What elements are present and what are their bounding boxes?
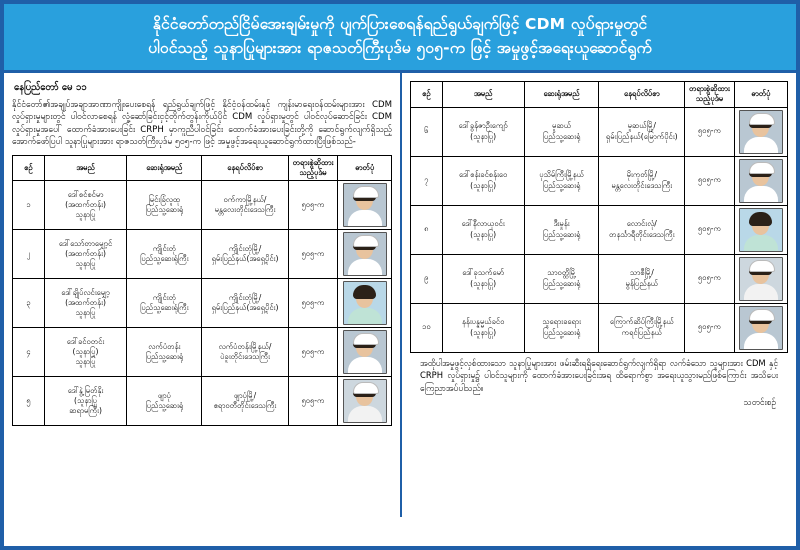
row-law: ၅၀၅-က [685,303,735,352]
row-address: ဝက်ကာမြို့နယ်/ မန္တလေးတိုင်းဒေသကြီး [202,181,288,230]
row-name: ဒေါ်ချိုပ်လင်းမျှော့ (အထက်တန်း) သူနာပြု [44,279,126,328]
row-address: လက်ပံတန်းမြို့နယ်/ ပဲခူးတိုင်းဒေသကြီး [202,328,288,377]
row-photo [338,230,392,279]
portrait-image [343,183,387,227]
row-hospital: ဒီးမှုန်း ပြည်သူ့ဆေးရုံ [524,205,599,254]
th-law: တရားစွဲဆိုထား သည့်ပုဒ်မ [288,155,338,181]
portrait-image [739,208,783,252]
row-law: ၅၀၅-က [685,156,735,205]
row-photo [338,328,392,377]
headline-line-1: နိုင်ငံတော်တည်ငြိမ်အေးချမ်းမှုကို ပျက်ပြားစေရန်ရည်ရွယ်ချက်ဖြင့် CDM လှုပ်ရှားမှုတွင် [152,15,648,33]
row-name: နန်းပန္နမ္မယ်ခင်ဝ (သူနာပြု) [442,303,524,352]
row-no: ၁၀ [411,303,443,352]
row-hospital: ပုသိမ်ကြီးမြို့နယ် ပြည်သူ့ဆေးရုံ [524,156,599,205]
headline-line-2: ပါဝင်သည့် သူနာပြုများအား ရာဇသတ်ကြီးပုဒ်မ ၅၀၅-က ဖြင့် အမှုဖွင့်အရေးယူဆောင်ရွက် [148,39,652,58]
th-no: စဉ် [411,82,443,108]
portrait-image [739,110,783,154]
row-no: ၅ [13,377,45,426]
row-address: မိုးကုတ်မြို့/ မန္တလေးတိုင်းဒေသကြီး [599,156,685,205]
th-hospital: ဆေးရုံအမည် [127,155,202,181]
th-no: စဉ် [13,155,45,181]
th-photo: ဓာတ်ပုံ [734,82,787,108]
row-name: ဒေါ်နွဲ့မြတ်နိုး (သူနာပြု ဆရာမကြီး) [44,377,126,426]
row-photo [338,181,392,230]
table-row [411,254,788,303]
portrait-image [739,159,783,203]
row-photo [338,377,392,426]
row-photo [734,254,787,303]
th-photo: ဓာတ်ပုံ [338,155,392,181]
row-hospital: ကျိုင်းတုံ ပြည်သူ့ဆေးရုံကြီး [127,230,202,279]
th-name: အမည် [44,155,126,181]
row-no: ၂ [13,230,45,279]
portrait-image [343,330,387,374]
row-no: ၇ [411,156,443,205]
row-hospital: မူဆယ် ပြည်သူ့ဆေးရုံ [524,107,599,156]
table-row [13,181,392,230]
row-hospital: ဖျာပုံ ပြည်သူ့ဆေးရုံ [127,377,202,426]
row-hospital: ကျိုင်းတုံ ပြည်သူ့ဆေးရုံကြီး [127,279,202,328]
row-hospital: မြင်းခြံလူထု ပြည်သူ့ဆေးရုံ [127,181,202,230]
table-row [13,279,392,328]
row-no: ၆ [411,107,443,156]
row-address: လောင်းလုံ/ တနင်္သာရီတိုင်းဒေသကြီး [599,205,685,254]
th-hospital: ဆေးရုံအမည် [524,82,599,108]
offender-table-right [410,81,788,353]
table-row [13,377,392,426]
row-name: ဒေါ်စင်စင်မာ (အထက်တန်း) သူနာပြု [44,181,126,230]
row-address: ကြောက်ဆိပ်ကြီးမြို့နယ် ကရင်ပြည်နယ် [599,303,685,352]
row-address: မူဆယ်မြို့/ ရှမ်းပြည်နယ်(မြောက်ပိုင်း) [599,107,685,156]
lead-paragraph: နိုင်ငံတော်၏အချုပ်အချာအာဏာကျိုးပေးစေရန် ရည်ရွယ်ချက်ဖြင့် နိုင်ငံ့ဝန်ထမ်းနှင့် ကျန်းမာရေးဝန်ထမ်းများအား CDM လှုပ်ရှားမှုများတွင် ပါဝင်လာစေရန် လှုံ့ဆော်ခြင်းငှင့်တိုက်တွန်းကိုယ်ပိုင် CDM လှုပ်ရှားမှုတွင် ပါဝင်လုပ်ဆောင်ခြင်း CDM လှုပ်ရှားမှုအပေါ် ထောက်ခံအားပေးခြင်း CRPH မှာကူညီပါဝင်ခြင်း ထောက်ခံအားပေးခြင်းတို့ကို ဆောင်ရွက်လျက်ရှိသည့် အောက်ဖော်ပြပါ သူနာပြုများအား ရာဇသတ်ကြီးပုဒ်မ ၅၀၅-က ဖြင့် အမှုဖွင့်အရေးယူဆောင်ရွက်ထားပြီးဖြစ်သည်- [12,100,392,148]
row-law: ၅၀၅-က [288,377,338,426]
row-name: ဒေါ်သော်တာမျှော့င် (အထက်တန်း) သူနာပြု [44,230,126,279]
table-header-row [13,155,392,181]
row-photo [734,156,787,205]
table-row [13,230,392,279]
row-law: ၅၀၅-က [685,107,735,156]
row-law: ၅၀၅-က [288,230,338,279]
table-row [411,205,788,254]
article-body [4,73,796,517]
row-hospital: သာဝတ္ထိမြို့ ပြည်သူ့ဆေးရုံ [524,254,599,303]
th-name: အမည် [442,82,524,108]
row-address: ဖျာပုံမြို့/ ဧရာဝတီတိုင်းဒေသကြီး [202,377,288,426]
portrait-image [343,232,387,276]
row-address: သာစီမြို့/ မွန်ပြည်နယ် [599,254,685,303]
row-law: ၅၀၅-က [288,328,338,377]
row-name: ဒေါ်နီလာယုဝင်း (သူနာပြု) [442,205,524,254]
th-law: တရားစွဲဆိုထား သည့်ပုဒ်မ [685,82,735,108]
row-no: ၄ [13,328,45,377]
row-law: ၅၀၅-က [288,181,338,230]
left-column [4,73,402,517]
row-photo [734,107,787,156]
credit-line: သတင်းစဉ် [743,397,776,408]
row-law: ၅၀၅-က [685,254,735,303]
row-no: ၃ [13,279,45,328]
row-name: ဒေါ်ခွန်ဇာဦးကျော် (သူနာပြု) [442,107,524,156]
right-column [402,73,796,517]
row-no: ၉ [411,254,443,303]
row-photo [734,303,787,352]
portrait-image [343,379,387,423]
row-hospital: သူရေားခရေား ပြည်သူ့ဆေးရုံ [524,303,599,352]
th-address: နေရပ်လိပ်စာ [599,82,685,108]
table-row [411,303,788,352]
row-photo [338,279,392,328]
dateline: နေပြည်တော် မေ ၁၁ [14,82,87,94]
portrait-image [343,281,387,325]
row-hospital: လက်ပံတန်း ပြည်သူ့ဆေးရုံ [127,328,202,377]
table-row [411,156,788,205]
row-name: ဒေါ်ခင်ဝတင်း (သူနာပြု) သူနာပြု [44,328,126,377]
row-law: ၅၀၅-က [288,279,338,328]
row-law: ၅၀၅-က [685,205,735,254]
row-no: ၁ [13,181,45,230]
portrait-image [739,257,783,301]
offender-table-left [12,155,392,427]
table-row [411,107,788,156]
table-row [13,328,392,377]
table-header-row [411,82,788,108]
th-address: နေရပ်လိပ်စာ [202,155,288,181]
row-address: ကျိုင်းတုံမြို့/ ရှမ်းပြည်နယ်(အရှေ့ပိုင်း) [202,279,288,328]
row-photo [734,205,787,254]
headline-banner [4,4,796,73]
row-name: ဒေါ်ခုသက်မော် (သူနာပြု) [442,254,524,303]
row-name: ဒေါ်စန်းခင်စန်းဝေ (သူနာပြု) [442,156,524,205]
footer-note: အထိုပါအမှုဖွင့်လှစ်ထားသော သူနာပြုများအား ဖမ်းဆီးရရှိရေးဆောင်ရွက်လျက်ရှိရာ လက်ခံသော သူများအား CDM နှင့် CRPH လှုပ်ရှားမှု၌ ပါဝင်သူများကို ထောက်ခံအားပေးခြင်းအရ ထိရောက်စွာ အရေးယူသွားမည်ဖြစ်ကြောင်း အသိပေး ကြေညာအပ်ပါသည်။ [420,357,778,393]
row-no: ၈ [411,205,443,254]
row-address: ကျိုင်းတုံမြို့/ ရှမ်းပြည်နယ်(အရှေ့ပိုင်း) [202,230,288,279]
portrait-image [739,306,783,350]
